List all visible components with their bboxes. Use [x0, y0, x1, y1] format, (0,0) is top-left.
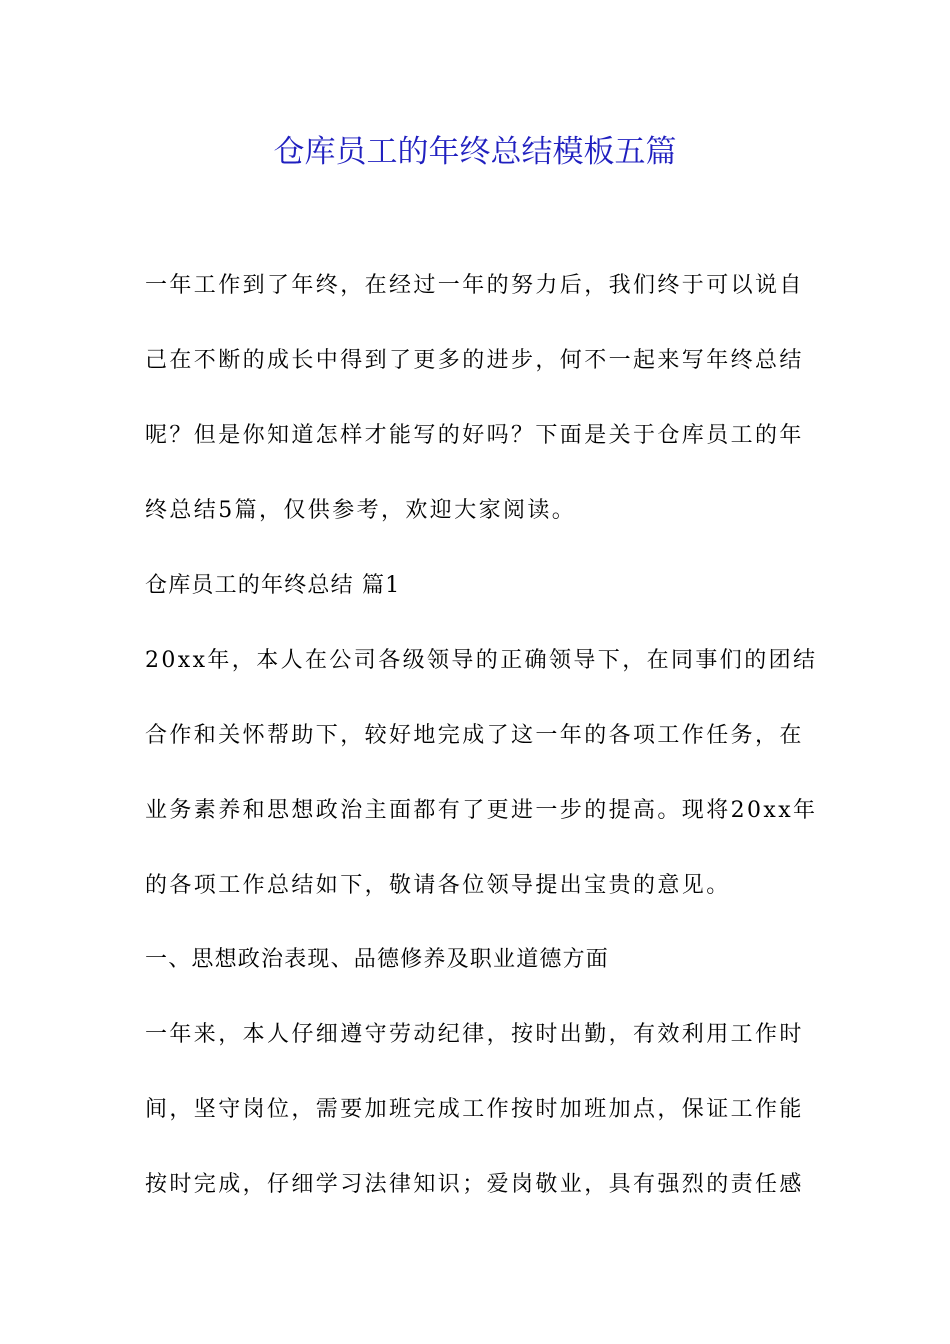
- subsection-heading: 一、思想政治表现、品德修养及职业道德方面: [145, 947, 610, 972]
- paragraph-line: 终总结5篇，仅供参考，欢迎大家阅读。: [145, 498, 577, 523]
- paragraph-line: 业务素养和思想政治主面都有了更进一步的提高。现将20xx年: [145, 798, 818, 823]
- paragraph-line: 合作和关怀帮助下，较好地完成了这一年的各项工作任务，在: [145, 723, 804, 748]
- paragraph-line: 的各项工作总结如下，敬请各位领导提出宝贵的意见。: [145, 873, 731, 898]
- paragraph-line: 20xx年，本人在公司各级领导的正确领导下，在同事们的团结: [145, 648, 818, 673]
- paragraph-line: 己在不断的成长中得到了更多的进步，何不一起来写年终总结: [145, 348, 804, 373]
- section-heading: 仓库员工的年终总结 篇1: [145, 573, 401, 598]
- paragraph-line: 一年来，本人仔细遵守劳动纪律，按时出勤，有效利用工作时: [145, 1022, 804, 1047]
- paragraph-line: 按时完成，仔细学习法律知识；爱岗敬业，具有强烈的责任感: [145, 1172, 804, 1197]
- paragraph-line: 一年工作到了年终，在经过一年的努力后，我们终于可以说自: [145, 273, 804, 298]
- paragraph-line: 呢？但是你知道怎样才能写的好吗？下面是关于仓库员工的年: [145, 423, 804, 448]
- paragraph-line: 间，坚守岗位，需要加班完成工作按时加班加点，保证工作能: [145, 1097, 804, 1122]
- document-title: 仓库员工的年终总结模板五篇: [273, 134, 677, 170]
